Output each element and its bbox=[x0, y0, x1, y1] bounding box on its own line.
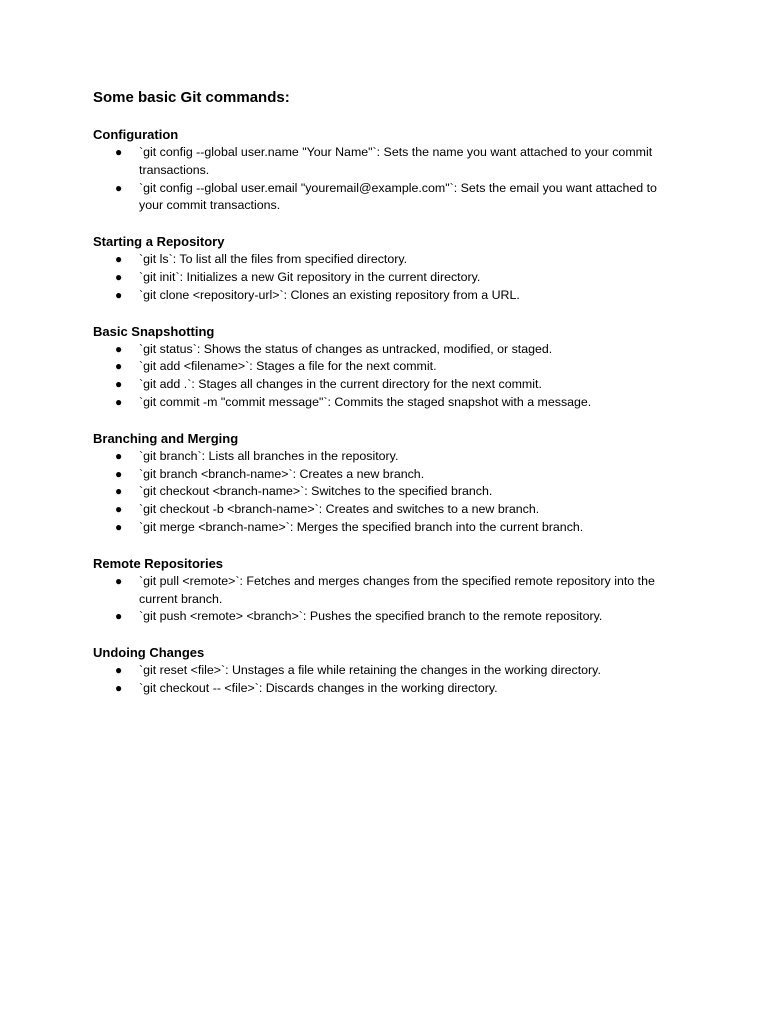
list-item-text: `git status`: Shows the status of changes as untracked, modified, or staged. bbox=[139, 341, 553, 356]
bullet-icon: ● bbox=[115, 680, 123, 695]
bullet-icon: ● bbox=[115, 394, 123, 409]
list-item-text: `git config --global user.email "youremail@example.com"`: Sets the email you want attached to your commit transactions. bbox=[139, 180, 657, 213]
bullet-icon: ● bbox=[115, 663, 123, 678]
list-item-text: `git checkout -b <branch-name>`: Creates and switches to a new branch. bbox=[139, 502, 540, 517]
section-heading: Configuration bbox=[93, 127, 179, 142]
list-item bbox=[93, 376, 683, 394]
bullet-icon: ● bbox=[115, 377, 123, 392]
bullet-icon: ● bbox=[115, 609, 123, 624]
list-item bbox=[93, 144, 683, 180]
list-item bbox=[93, 608, 683, 626]
section-remote-repositories bbox=[93, 555, 683, 626]
list-item bbox=[93, 269, 683, 287]
bullet-icon: ● bbox=[115, 448, 123, 463]
document-content bbox=[93, 88, 683, 716]
list-item-text: `git clone <repository-url>`: Clones an existing repository from a URL. bbox=[139, 287, 520, 302]
section-heading: Branching and Merging bbox=[93, 430, 239, 446]
bullet-list bbox=[93, 573, 683, 626]
list-item bbox=[93, 180, 683, 216]
bullet-icon: ● bbox=[115, 287, 123, 302]
list-item bbox=[93, 662, 683, 680]
bullet-icon: ● bbox=[115, 359, 123, 374]
list-item-text: `git ls`: To list all the files from specified directory. bbox=[139, 252, 408, 267]
list-item bbox=[93, 573, 683, 609]
list-item-text: `git reset <file>`: Unstages a file while retaining the changes in the working directory. bbox=[139, 663, 601, 678]
bullet-list bbox=[93, 341, 683, 412]
section-heading: Starting a Repository bbox=[93, 234, 225, 250]
bullet-list bbox=[93, 144, 683, 215]
bullet-list bbox=[93, 251, 683, 304]
bullet-icon: ● bbox=[115, 519, 123, 534]
section-starting-a-repository bbox=[93, 233, 683, 304]
list-item bbox=[93, 680, 683, 698]
bullet-icon: ● bbox=[115, 145, 123, 159]
section-heading: Remote Repositories bbox=[93, 555, 224, 571]
list-item bbox=[93, 519, 683, 537]
section-configuration bbox=[93, 126, 683, 215]
section-heading: Basic Snapshotting bbox=[93, 323, 215, 339]
list-item bbox=[93, 358, 683, 376]
section-heading: Undoing Changes bbox=[93, 645, 205, 661]
bullet-icon: ● bbox=[115, 502, 123, 517]
list-item bbox=[93, 466, 683, 484]
bullet-icon: ● bbox=[115, 484, 123, 499]
bullet-icon: ● bbox=[115, 269, 123, 284]
list-item-text: `git config --global user.name "Your Name"`: Sets the name you want attached to your commit transactions. bbox=[139, 145, 653, 177]
list-item-text: `git push <remote> <branch>`: Pushes the specified branch to the remote repository. bbox=[139, 609, 603, 624]
list-item bbox=[93, 501, 683, 519]
list-item-text: `git checkout -- <file>`: Discards changes in the working directory. bbox=[139, 680, 498, 695]
bullet-icon: ● bbox=[115, 180, 123, 195]
list-item-text: `git add .`: Stages all changes in the current directory for the next commit. bbox=[139, 377, 542, 392]
list-item bbox=[93, 251, 683, 269]
list-item bbox=[93, 448, 683, 466]
bullet-icon: ● bbox=[115, 573, 123, 588]
bullet-list bbox=[93, 448, 683, 537]
list-item-text: `git branch <branch-name>`: Creates a new branch. bbox=[139, 466, 425, 481]
list-item-text: `git init`: Initializes a new Git repository in the current directory. bbox=[139, 269, 481, 284]
section-basic-snapshotting bbox=[93, 323, 683, 412]
bullet-list bbox=[93, 662, 683, 698]
section-branching-and-merging bbox=[93, 430, 683, 537]
list-item bbox=[93, 341, 683, 359]
list-item-text: `git merge <branch-name>`: Merges the specified branch into the current branch. bbox=[139, 519, 584, 534]
bullet-icon: ● bbox=[115, 252, 123, 267]
list-item-text: `git pull <remote>`: Fetches and merges changes from the specified remote repository into the current branch. bbox=[139, 573, 655, 606]
list-item-text: `git branch`: Lists all branches in the repository. bbox=[139, 448, 399, 463]
list-item-text: `git commit -m "commit message"`: Commits the staged snapshot with a message. bbox=[139, 394, 592, 409]
bullet-icon: ● bbox=[115, 341, 123, 356]
list-item-text: `git checkout <branch-name>`: Switches to the specified branch. bbox=[139, 484, 493, 499]
list-item bbox=[93, 287, 683, 305]
document-title: Some basic Git commands: bbox=[93, 89, 290, 106]
list-item-text: `git add <filename>`: Stages a file for the next commit. bbox=[139, 359, 437, 374]
section-undoing-changes bbox=[93, 644, 683, 698]
list-item bbox=[93, 394, 683, 412]
bullet-icon: ● bbox=[115, 466, 123, 481]
list-item bbox=[93, 483, 683, 501]
sections-container bbox=[93, 126, 683, 698]
